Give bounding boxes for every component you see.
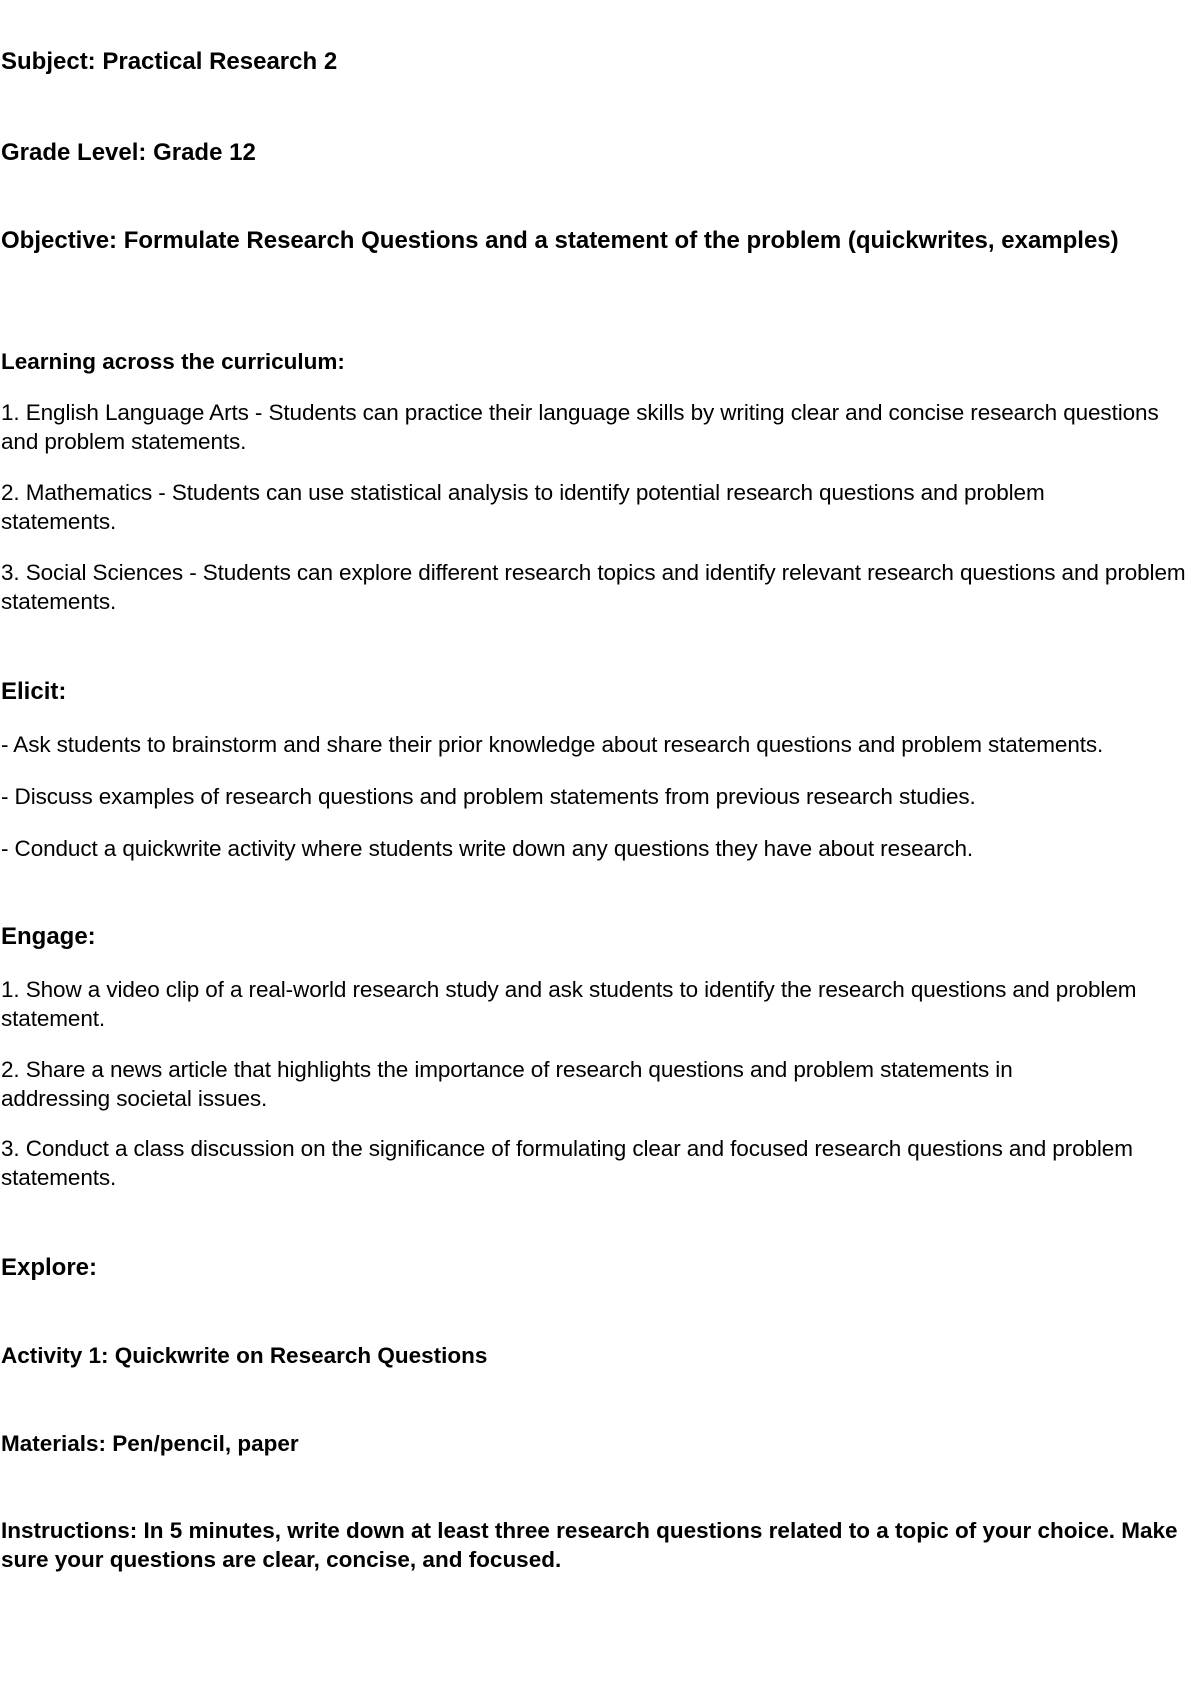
elicit-item: - Conduct a quickwrite activity where students write down any questions they have about research. (1, 836, 974, 861)
elicit-heading: Elicit: (1, 678, 67, 705)
curriculum-item: 1. English Language Arts - Students can practice their language skills by writing clear and concise research questions and problem statements. (1, 400, 1159, 454)
engage-heading: Engage: (1, 923, 96, 950)
curriculum-item: 2. Mathematics - Students can use statistical analysis to identify potential research questions and problem statements. (1, 480, 1045, 534)
grade-level-line: Grade Level: Grade 12 (1, 139, 256, 166)
activity-title: Activity 1: Quickwrite on Research Questions (1, 1343, 488, 1368)
engage-item: 2. Share a news article that highlights the importance of research questions and problem statements in addressing societal issues. (1, 1057, 1013, 1111)
explore-heading: Explore: (1, 1254, 98, 1281)
engage-item: 3. Conduct a class discussion on the significance of formulating clear and focused research questions and problem statements. (1, 1136, 1133, 1190)
elicit-item: - Discuss examples of research questions and problem statements from previous research studies. (1, 784, 976, 809)
materials-line: Materials: Pen/pencil, paper (1, 1431, 299, 1456)
curriculum-item: 3. Social Sciences - Students can explore different research topics and identify relevant research questions and problem statements. (1, 560, 1186, 614)
curriculum-heading: Learning across the curriculum: (1, 349, 345, 374)
objective-line: Objective: Formulate Research Questions and a statement of the problem (quickwrites, examples) (1, 227, 1119, 254)
elicit-item: - Ask students to brainstorm and share their prior knowledge about research questions and problem statements. (1, 732, 1104, 757)
instructions-line: Instructions: In 5 minutes, write down at least three research questions related to a topic of your choice. Make sure your questions are clear, concise, and focused. (1, 1518, 1178, 1572)
subject-line: Subject: Practical Research 2 (1, 48, 338, 75)
engage-item: 1. Show a video clip of a real-world research study and ask students to identify the research questions and problem statement. (1, 977, 1137, 1031)
